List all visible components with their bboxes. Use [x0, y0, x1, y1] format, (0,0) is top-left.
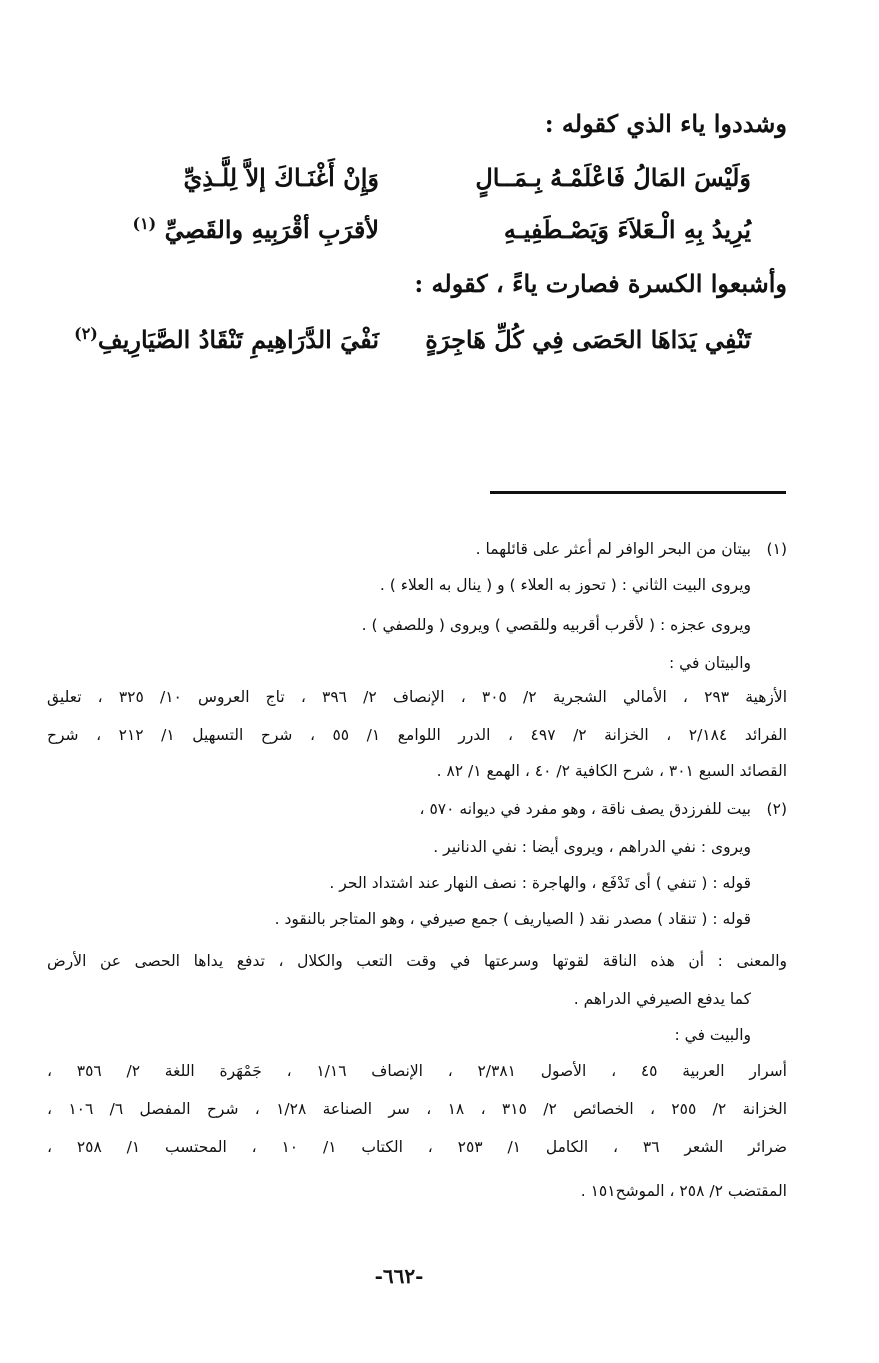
footnote-2-line: ويروى : نفي الدراهم ، ويروى أيضا : نفي الدنانير . — [433, 838, 751, 856]
footnote-2-line: بيت للفرزدق يصف ناقة ، وهو مفرد في ديوانه ٥٧٠ ، — [419, 800, 751, 818]
footnote-1-line: ويروى البيت الثاني : ( تحوز به العلاء ) و ( ينال به العلاء ) . — [379, 576, 751, 594]
footnote-1-reference-line: القصائد السبع ٣٠١ ، شرح الكافية ٢/ ٤٠ ، الهمع ١/ ٨٢ . — [436, 762, 787, 780]
footnote-2-meaning-line: كما يدفع الصيرفي الدراهم . — [573, 990, 751, 1008]
footnote-2-reference-line: المقتضب ٢/ ٢٥٨ ، الموشح١٥١ . — [580, 1182, 787, 1200]
verse-3-left-hemistich — [49, 322, 379, 358]
footnote-2-reference-line: أسرار العربية ٤٥ ، الأصول ٢/٣٨١ ، الإنصاف ١/١٦ ، جَمْهَرة اللغة ٢/ ٣٥٦ ، — [47, 1062, 787, 1080]
verse-2-left-text: لأقرَبِ أقْرَبِيهِ والقَصِيِّ — [164, 215, 379, 244]
footnote-1-line: بيتان من البحر الوافر لم أعثر على قائلهما . — [475, 540, 751, 558]
verse-3-right-hemistich: تَنْفِي يَدَاهَا الحَصَى فِي كُلِّ هَاجِرَةٍ — [425, 325, 751, 354]
footnote-2-line: قوله : ( تنقاد ) مصدر نقد ( الصياريف ) جمع صيرفي ، وهو المتاجر بالنقود . — [274, 910, 751, 928]
verse-1-right-hemistich: وَلَيْسَ المَالُ فَاعْلَمْـهُ بِـمَــالٍ — [475, 163, 751, 192]
verse-2-right-hemistich: يُرِيدُ بِهِ الْـعَلاَءَ وَيَصْـطَفِيـهِ — [503, 215, 751, 244]
footnote-1-reference-line: الفرائد ٢/١٨٤ ، الخزانة ٢/ ٤٩٧ ، الدرر اللوامع ١/ ٥٥ ، شرح التسهيل ١/ ٢١٢ ، شرح — [47, 726, 787, 744]
footnote-2-number: (٢) — [766, 800, 787, 818]
verse-3-left-text: نَفْيَ الدَّرَاهِيمِ تَنْقَادُ الصَّيَارِيفِ — [97, 325, 379, 354]
intro-line-1: وشددوا ياء الذي كقوله : — [544, 109, 787, 138]
footnote-2-reference-line: الخزانة ٢/ ٢٥٥ ، الخصائص ٢/ ٣١٥ ، ١٨ ، سر الصناعة ١/٢٨ ، شرح المفصل ٦/ ١٠٦ ، — [47, 1100, 788, 1118]
footnote-1-line: ويروى عجزه : ( لأقرب أقربيه وللقصي ) ويروى ( وللصفي ) . — [361, 616, 751, 634]
footnote-1-line: والبيتان في : — [668, 654, 751, 672]
page-number: -٦٦٢- — [374, 1264, 424, 1288]
footnote-marker-1: (١) — [132, 214, 157, 233]
footnote-1-reference-line: الأزهية ٢٩٣ ، الأمالي الشجرية ٢/ ٣٠٥ ، الإنصاف ٢/ ٣٩٦ ، تاج العروس ١٠/ ٣٢٥ ، تعليق — [47, 688, 788, 706]
footnote-divider — [490, 491, 786, 494]
footnote-2-meaning-line: والمعنى : أن هذه الناقة لقوتها وسرعتها في وقت التعب والكلال ، تدفع يداها الحصى عن الأرض — [47, 952, 787, 970]
footnote-2-references-intro: والبيت في : — [674, 1026, 751, 1044]
verse-2-left-hemistich: لأقرَبِ أقْرَبِيهِ والقَصِيِّ​ $^{(١)}$ — [132, 214, 379, 244]
footnote-1-number: (١) — [766, 540, 787, 558]
footnote-2-reference-line: ضرائر الشعر ٣٦ ، الكامل ١/ ٢٥٣ ، الكتاب ١/ ١٠ ، المحتسب ١/ ٢٥٨ ، — [47, 1138, 787, 1156]
verse-1-left-hemistich: وَإِنْ أَغْنَـاكَ إلاَّ لِلَّـذِيِّ — [183, 163, 379, 192]
footnote-2-line: قوله : ( تنفي ) أى تَدْفَع ، والهاجرة : نصف النهار عند اشتداد الحر . — [329, 874, 751, 892]
footnote-marker-2: (٢) — [74, 324, 98, 343]
intro-line-2: وأشبعوا الكسرة فصارت ياءً ، كقوله : — [414, 269, 787, 298]
